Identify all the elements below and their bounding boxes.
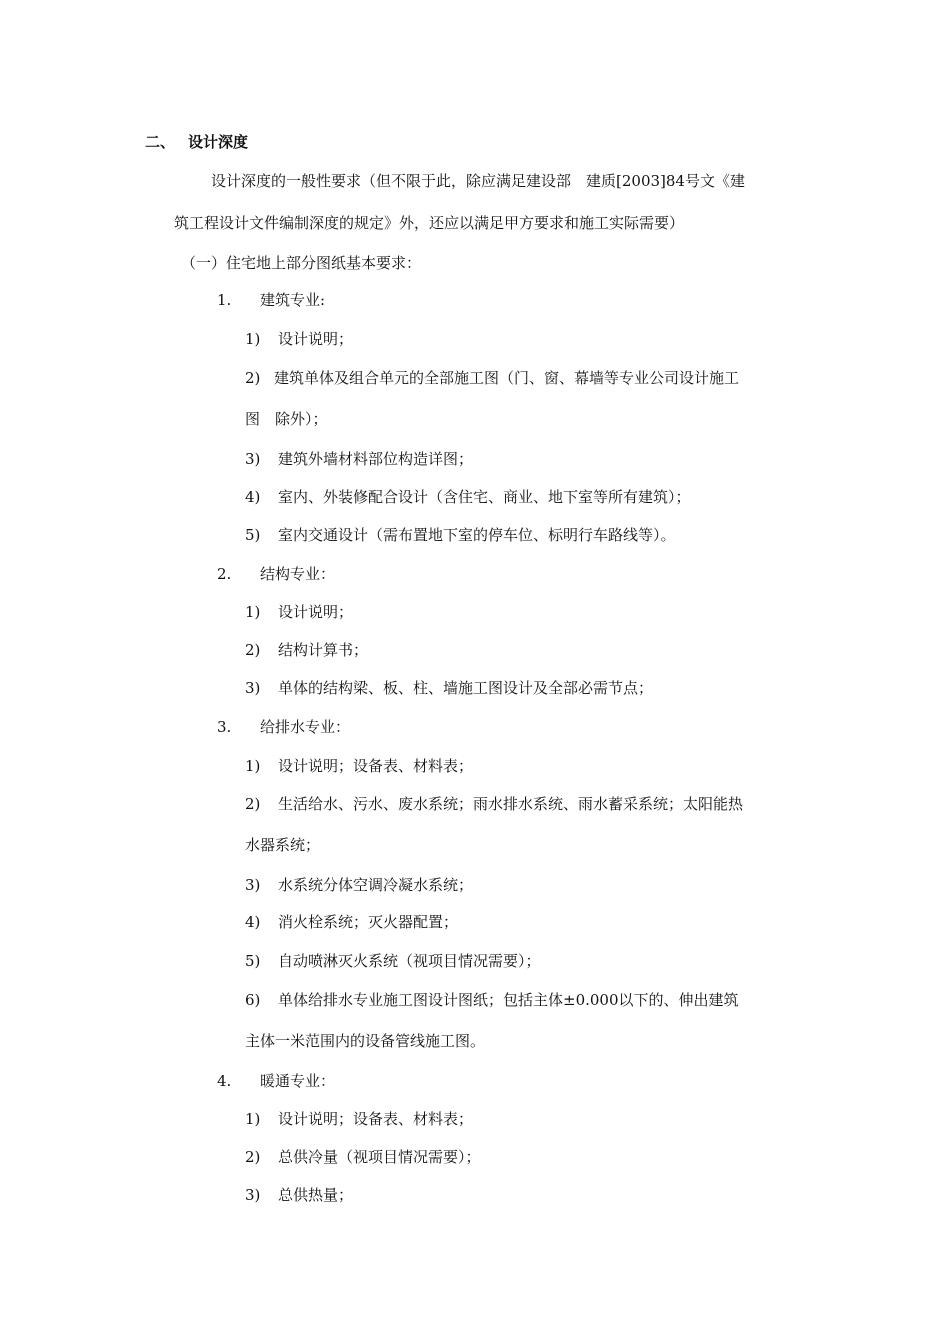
intro-line-1: 设计深度的一般性要求（但不限于此，除应满足建设部 建质[2003]84号文《建 <box>211 172 745 190</box>
list-item: 结构计算书； <box>278 641 369 659</box>
item-number: 3) <box>245 876 261 894</box>
item-number: 3) <box>245 1186 261 1204</box>
list-item: 自动喷淋灭火系统（视项目情况需要）； <box>278 952 541 970</box>
part-title: （一）住宅地上部分图纸基本要求： <box>181 254 422 272</box>
item-number: 4) <box>245 488 261 506</box>
group-number: 4. <box>217 1072 232 1090</box>
intro-line-2: 筑工程设计文件编制深度的规定》外，还应以满足甲方要求和施工实际需要） <box>174 214 685 232</box>
item-number: 1) <box>245 603 261 621</box>
list-item-continuation: 水器系统； <box>245 836 321 854</box>
group-number: 1. <box>217 291 232 309</box>
list-item: 室内交通设计（需布置地下室的停车位、标明行车路线等）。 <box>278 526 676 544</box>
item-number: 2) <box>245 369 261 387</box>
list-item: 设计说明； <box>278 603 354 621</box>
list-item: 消火栓系统；灭火器配置； <box>278 913 459 931</box>
item-number: 1) <box>245 757 261 775</box>
item-number: 5) <box>245 526 261 544</box>
item-number: 2) <box>245 641 261 659</box>
item-number: 3) <box>245 679 261 697</box>
section-number: 二、 <box>145 133 176 151</box>
list-item: 生活给水、污水、废水系统；雨水排水系统、雨水蓄采系统；太阳能热 <box>278 795 744 813</box>
group-number: 2. <box>217 565 232 583</box>
item-number: 2) <box>245 1148 261 1166</box>
list-item: 总供冷量（视项目情况需要）； <box>278 1148 481 1166</box>
item-number: 4) <box>245 913 261 931</box>
section-title: 设计深度 <box>188 133 249 151</box>
item-number: 2) <box>245 795 261 813</box>
item-number: 3) <box>245 450 261 468</box>
list-item-continuation: 主体一米范围内的设备管线施工图。 <box>245 1032 486 1050</box>
group-title: 暖通专业： <box>260 1072 336 1090</box>
group-title: 给排水专业： <box>260 718 351 736</box>
list-item: 建筑外墙材料部位构造详图； <box>278 450 474 468</box>
list-item: 总供热量； <box>278 1186 354 1204</box>
item-number: 1) <box>245 330 261 348</box>
list-item-continuation: 图 除外）； <box>245 410 328 428</box>
list-item: 设计说明；设备表、材料表； <box>278 1110 474 1128</box>
group-number: 3. <box>217 718 232 736</box>
list-item: 单体给排水专业施工图设计图纸；包括主体±0.000以下的、伸出建筑 <box>278 991 739 1009</box>
list-item: 设计说明；设备表、材料表； <box>278 757 474 775</box>
list-item: 室内、外装修配合设计（含住宅、商业、地下室等所有建筑）； <box>278 488 691 506</box>
list-item: 单体的结构梁、板、柱、墙施工图设计及全部必需节点； <box>278 679 654 697</box>
list-item: 设计说明； <box>278 330 354 348</box>
list-item: 水系统分体空调冷凝水系统； <box>278 876 474 894</box>
group-title: 结构专业： <box>260 565 336 583</box>
item-number: 1) <box>245 1110 261 1128</box>
item-number: 6) <box>245 991 261 1009</box>
group-title: 建筑专业: <box>260 291 326 309</box>
item-number: 5) <box>245 952 261 970</box>
list-item: 建筑单体及组合单元的全部施工图（门、窗、幕墙等专业公司设计施工 <box>274 369 740 387</box>
